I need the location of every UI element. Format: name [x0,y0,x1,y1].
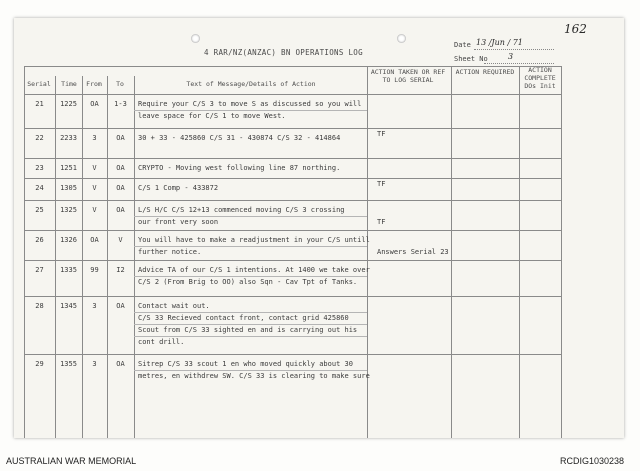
row-serial: 25 [35,206,44,214]
row-action-taken: Answers Serial 23 [377,248,449,256]
row-time: 1355 [60,360,77,368]
row-from: 99 [90,266,99,274]
row-text-line: our front very soon [138,218,219,226]
row-to: 1-3 [114,100,127,108]
sub-rule [134,110,367,111]
row-time: 1326 [60,236,77,244]
column-header-serial: Serial [27,80,51,88]
date-value: 13 /Jun / 71 [476,38,523,47]
row-serial: 28 [35,302,44,310]
row-from: V [92,164,97,172]
row-from: OA [90,100,99,108]
row-to: OA [116,184,125,192]
row-to: OA [116,206,125,214]
row-from: V [92,184,97,192]
row-text-line: C/S 2 (From Brig to OO) also Sqn - Cav Tpt of Tanks. [138,278,358,286]
row-from: 3 [92,134,97,142]
row-from: V [92,206,97,214]
row-action-taken: TF [377,180,386,188]
sub-rule [134,324,367,325]
page-number: 162 [564,22,587,36]
row-time: 1251 [60,164,77,172]
row-text-line: Scout from C/S 33 sighted en and is carrying out his [138,326,358,334]
column-rule [519,66,520,438]
column-rule [561,66,562,438]
row-from: OA [90,236,99,244]
header-rule [24,94,561,95]
sheet-label: Sheet No [454,55,488,63]
column-header-from: From [86,80,102,88]
row-text-line: C/S 33 Recieved contact front, contact grid 425860 [138,314,349,322]
row-to: I2 [116,266,125,274]
column-header-action-complete: ACTION COMPLETE DOs Init [524,66,556,90]
row-to: OA [116,164,125,172]
row-from: 3 [92,302,97,310]
column-header-time: Time [61,80,77,88]
table-top-rule [24,66,561,67]
column-header-text: Text of Message/Details of Action [186,80,316,88]
sheet-underline [484,63,554,64]
row-time: 2233 [60,134,77,142]
punch-hole-left [191,34,200,43]
row-serial: 22 [35,134,44,142]
row-action-taken: TF [377,130,386,138]
row-rule [24,158,561,159]
row-rule [24,128,561,129]
sub-rule [134,276,367,277]
column-rule [451,66,452,438]
row-time: 1225 [60,100,77,108]
row-text-line: Require your C/S 3 to move S as discussed so you will [138,100,362,108]
date-label: Date [454,41,471,49]
row-from: 3 [92,360,97,368]
row-time: 1305 [60,184,77,192]
row-serial: 26 [35,236,44,244]
row-text-line: L/S H/C C/S 12+13 commenced moving C/S 3 crossing [138,206,345,214]
column-rule [24,66,25,438]
row-to: OA [116,134,125,142]
row-action-taken: TF [377,218,386,226]
row-rule [24,296,561,297]
row-text-line: Contact wait out. [138,302,210,310]
punch-hole-right [397,34,406,43]
column-rule [55,76,56,438]
sub-rule [134,246,367,247]
log-title: 4 RAR/NZ(ANZAC) BN OPERATIONS LOG [204,48,363,57]
row-rule [24,230,561,231]
sub-rule [134,312,367,313]
row-to: V [118,236,123,244]
column-rule [134,76,135,438]
log-sheet [14,18,624,438]
sheet-value: 3 [508,52,514,61]
row-time: 1325 [60,206,77,214]
row-serial: 24 [35,184,44,192]
row-serial: 29 [35,360,44,368]
row-time: 1335 [60,266,77,274]
sub-rule [134,336,367,337]
row-text-line: Sitrep C/S 33 scout 1 en who moved quickly about 30 [138,360,353,368]
row-serial: 27 [35,266,44,274]
row-rule [24,200,561,201]
column-header-action-required: ACTION REQUIRED [455,68,515,76]
row-rule [24,260,561,261]
column-rule [107,76,108,438]
row-text-line: C/S 1 Comp - 433872 [138,184,219,192]
row-text-line: cont drill. [138,338,185,346]
row-text-line: metres, en withdrew SW. C/S 33 is clearing to make sure [138,372,370,380]
date-underline [474,49,554,50]
row-rule [24,354,561,355]
row-to: OA [116,302,125,310]
sub-rule [134,370,367,371]
row-text-line: You will have to make a readjustment in your C/S untill [138,236,370,244]
column-rule [367,66,368,438]
row-serial: 21 [35,100,44,108]
row-time: 1345 [60,302,77,310]
column-header-to: To [116,80,124,88]
column-header-action-taken: ACTION TAKEN OR REF TO LOG SERIAL [370,68,446,84]
row-text-line: leave space for C/S 1 to move West. [138,112,286,120]
column-rule [82,76,83,438]
sub-rule [134,216,367,217]
footer-institution: AUSTRALIAN WAR MEMORIAL [6,456,137,466]
row-to: OA [116,360,125,368]
row-text-line: 30 + 33 - 425860 C/S 31 - 430874 C/S 32 - 414864 [138,134,341,142]
row-text-line: CRYPTO - Moving west following line 87 northing. [138,164,341,172]
footer-reference: RCDIG1030238 [560,456,625,466]
row-text-line: Advice TA of our C/S 1 intentions. At 1400 we take over [138,266,370,274]
row-rule [24,178,561,179]
row-text-line: further notice. [138,248,202,256]
row-serial: 23 [35,164,44,172]
